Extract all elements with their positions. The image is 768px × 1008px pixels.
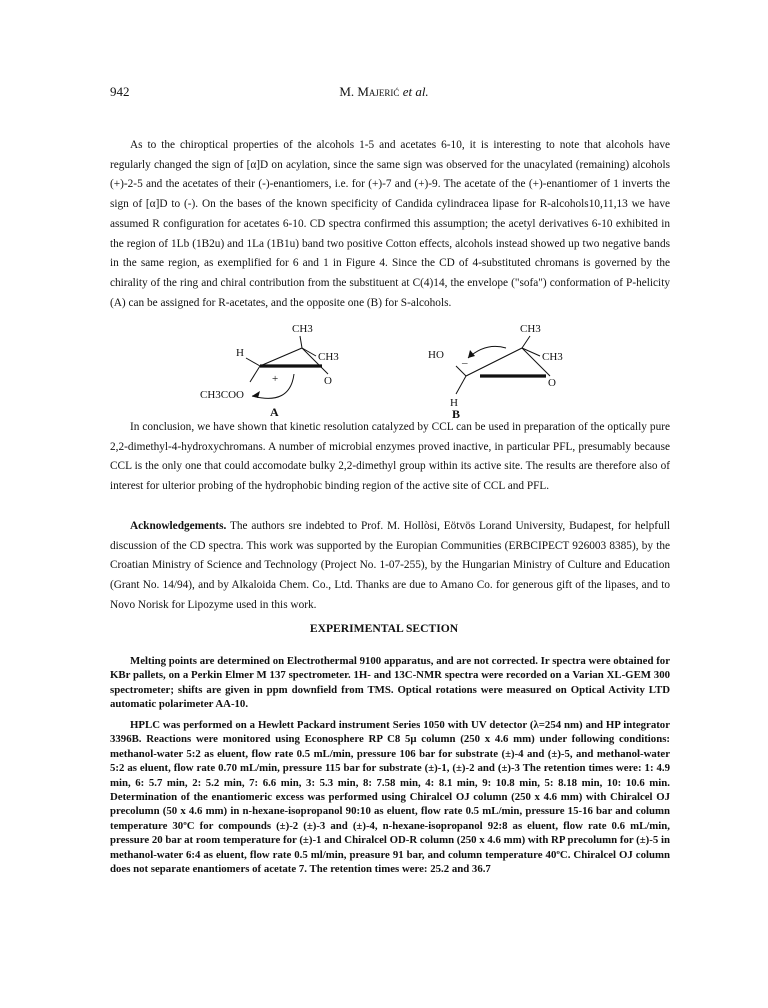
a-ch3-top: CH3 bbox=[292, 323, 313, 335]
paragraph-acknowledgements bbox=[110, 517, 670, 616]
b-ho: HO bbox=[428, 349, 444, 361]
paragraph-conclusion: In conclusion, we have shown that kinetic resolution catalyzed by CCL can be used in preparation of the optically pure 2,2-dimethyl-4-hydroxychromans. A number of microbial enzymes proved inactive, in particular PFL, presumably because CCL is the only one that could accomodate bulky 2,2-dimethyl group within its active site. The results are therefore also of interest for ulterior probing of the hydrophobic binding region of the active site of CCL and PFL. bbox=[110, 421, 670, 493]
paragraph-hplc: HPLC was performed on a Hewlett Packard instrument Series 1050 with UV detector (λ=254 nm) and HP integrator 3396B. Reactions were monitored using Econosphere RP C8 5μ column (250 x 4.6 mm) under following conditions: methanol-water 5:2 as eluent, flow rate 0.5 mL/min, pressure 106 bar for substrate (±)-4 and (±)-5, and methanol-water 5:2 as eluent, flow rate 0.70 mL/min, pressure 115 bar for substrate (±)-1, (±)-2 and (±)-3 The retention times were: 1: 4.9 min, 6: 5.7 min, 2: 5.2 min, 7: 6.6 min, 3: 5.3 min, 8: 7.58 min, 4: 8.1 min, 9: 10.8 min, 5: 8.18 min, 10: 10.6 min. Determination of the enantiomeric excess was performed using Chiralcel OJ column (250 x 4.6 mm) with Chiralcel OJ precolumn (50 x 4.6 mm) in n-hexane-isopropanol 90:10 as eluent, flow rate 0.5 mL/min, pressure 15-16 bar and column temperature 30ºC for compounds (±)-2 (±)-3 and (±)-4, n-hexane-isopropanol 92:8 as eluent, flow rate 0.6 mL/min, pressure 20 bar at room temperature for (±)-1 and Chiralcel OD-R column (250 x 4.6 mm) with RP precolumn for (±)-5 in methanol-water 6:4 as eluent, flow rate 0.5 ml/min, preasure 91 bar, and column temperature 40ºC. Chiralcel OJ column does not separate enantiomers of acetate 7. The retention times were: 25.2 and 36.7 bbox=[110, 719, 670, 876]
paragraph-methods: Melting points are determined on Electrothermal 9100 apparatus, and are not corrected. Ir spectra were obtained for KBr pallets, on a Perkin Elmer M 137 spectrometer. 1H- and 13C-NMR spectra were recorded on a Varian XL-GEM 300 spectrometer; shifts are given in ppm downfield from TMS. Optical rotations were measured on Optical Activity LTD automatic polarimeter AA-10. bbox=[110, 655, 670, 711]
paragraph-chiroptical: As to the chiroptical properties of the alcohols 1-5 and acetates 6-10, it is interesting to note that alcohols have regularly changed the sign of [α]D on acylation, since the same sign was observed for the unacylated (remaining) alcohols (+)-2-5 and the acetates of their (-)-enantiomers, i.e. for (+)-7 and (+)-9. The acetate of the (+)-enantiomer of 1 inverts the sign of [α]D to (-). On the bases of the known specificity of Candida cylindracea lipase for R-alcohols10,11,13 we have assumed R configuration for acetates 6-10. CD spectra confirmed this assumption; the acetyl derivatives 6-10 exhibited in the region of 1Lb (1B2u) and 1La (1B1u) band two positive Cotton effects, alcohols instead showed up two negative bands in the same region, as exemplified for 6 and 1 in Figure 4. Since the CD of 4-substituted chromans is governed by the chirality of the ring and chiral contribution from the substituent at C(4)14, the envelope ("sofa") conformation of P-helicity (A) can be assigned for R-acetates, and the opposite one (B) for S-alcohols. bbox=[110, 139, 670, 309]
a-oxygen: O bbox=[324, 375, 332, 387]
a-ch3-right: CH3 bbox=[318, 351, 339, 363]
a-label: A bbox=[270, 405, 279, 418]
author-name: M. Majerić bbox=[339, 84, 400, 99]
b-sign: _ bbox=[462, 353, 468, 365]
ack-label: Acknowledgements. bbox=[130, 520, 227, 532]
section-title: EXPERIMENTAL SECTION bbox=[309, 622, 459, 635]
structure-a bbox=[200, 323, 339, 418]
b-label: B bbox=[452, 407, 461, 418]
ack-text: The authors sre indebted to Prof. M. Hollòsi, Eötvös Lorand University, Budapest, for helpfull discussion of the CD spectra. This work was supported by the Europian Communities (ERBCIPECT 926003 8385), by the Croatian Ministry of Science and Technology (Project No. 1-07-255), by the Hungarian Ministry of Culture and Education (Grant No. 14/94), and by Alkaloida Chem. Co., Ltd. Thanks are due to Amano Co. for generous gift of the lipases, and to Novo Norisk for Lipozyme used in this work. bbox=[110, 520, 670, 611]
a-substituent: CH3COO bbox=[200, 389, 245, 401]
b-ch3-right: CH3 bbox=[542, 351, 563, 363]
author-suffix: et al. bbox=[399, 84, 429, 99]
b-oxygen: O bbox=[548, 377, 556, 389]
a-h: H bbox=[236, 347, 244, 359]
b-ch3-top: CH3 bbox=[520, 323, 541, 335]
structure-b bbox=[428, 323, 563, 418]
conformation-figure bbox=[200, 318, 590, 418]
page-number: 942 bbox=[110, 84, 130, 99]
a-sign: + bbox=[272, 373, 279, 385]
b-h: H bbox=[450, 397, 458, 409]
running-header bbox=[0, 84, 768, 100]
